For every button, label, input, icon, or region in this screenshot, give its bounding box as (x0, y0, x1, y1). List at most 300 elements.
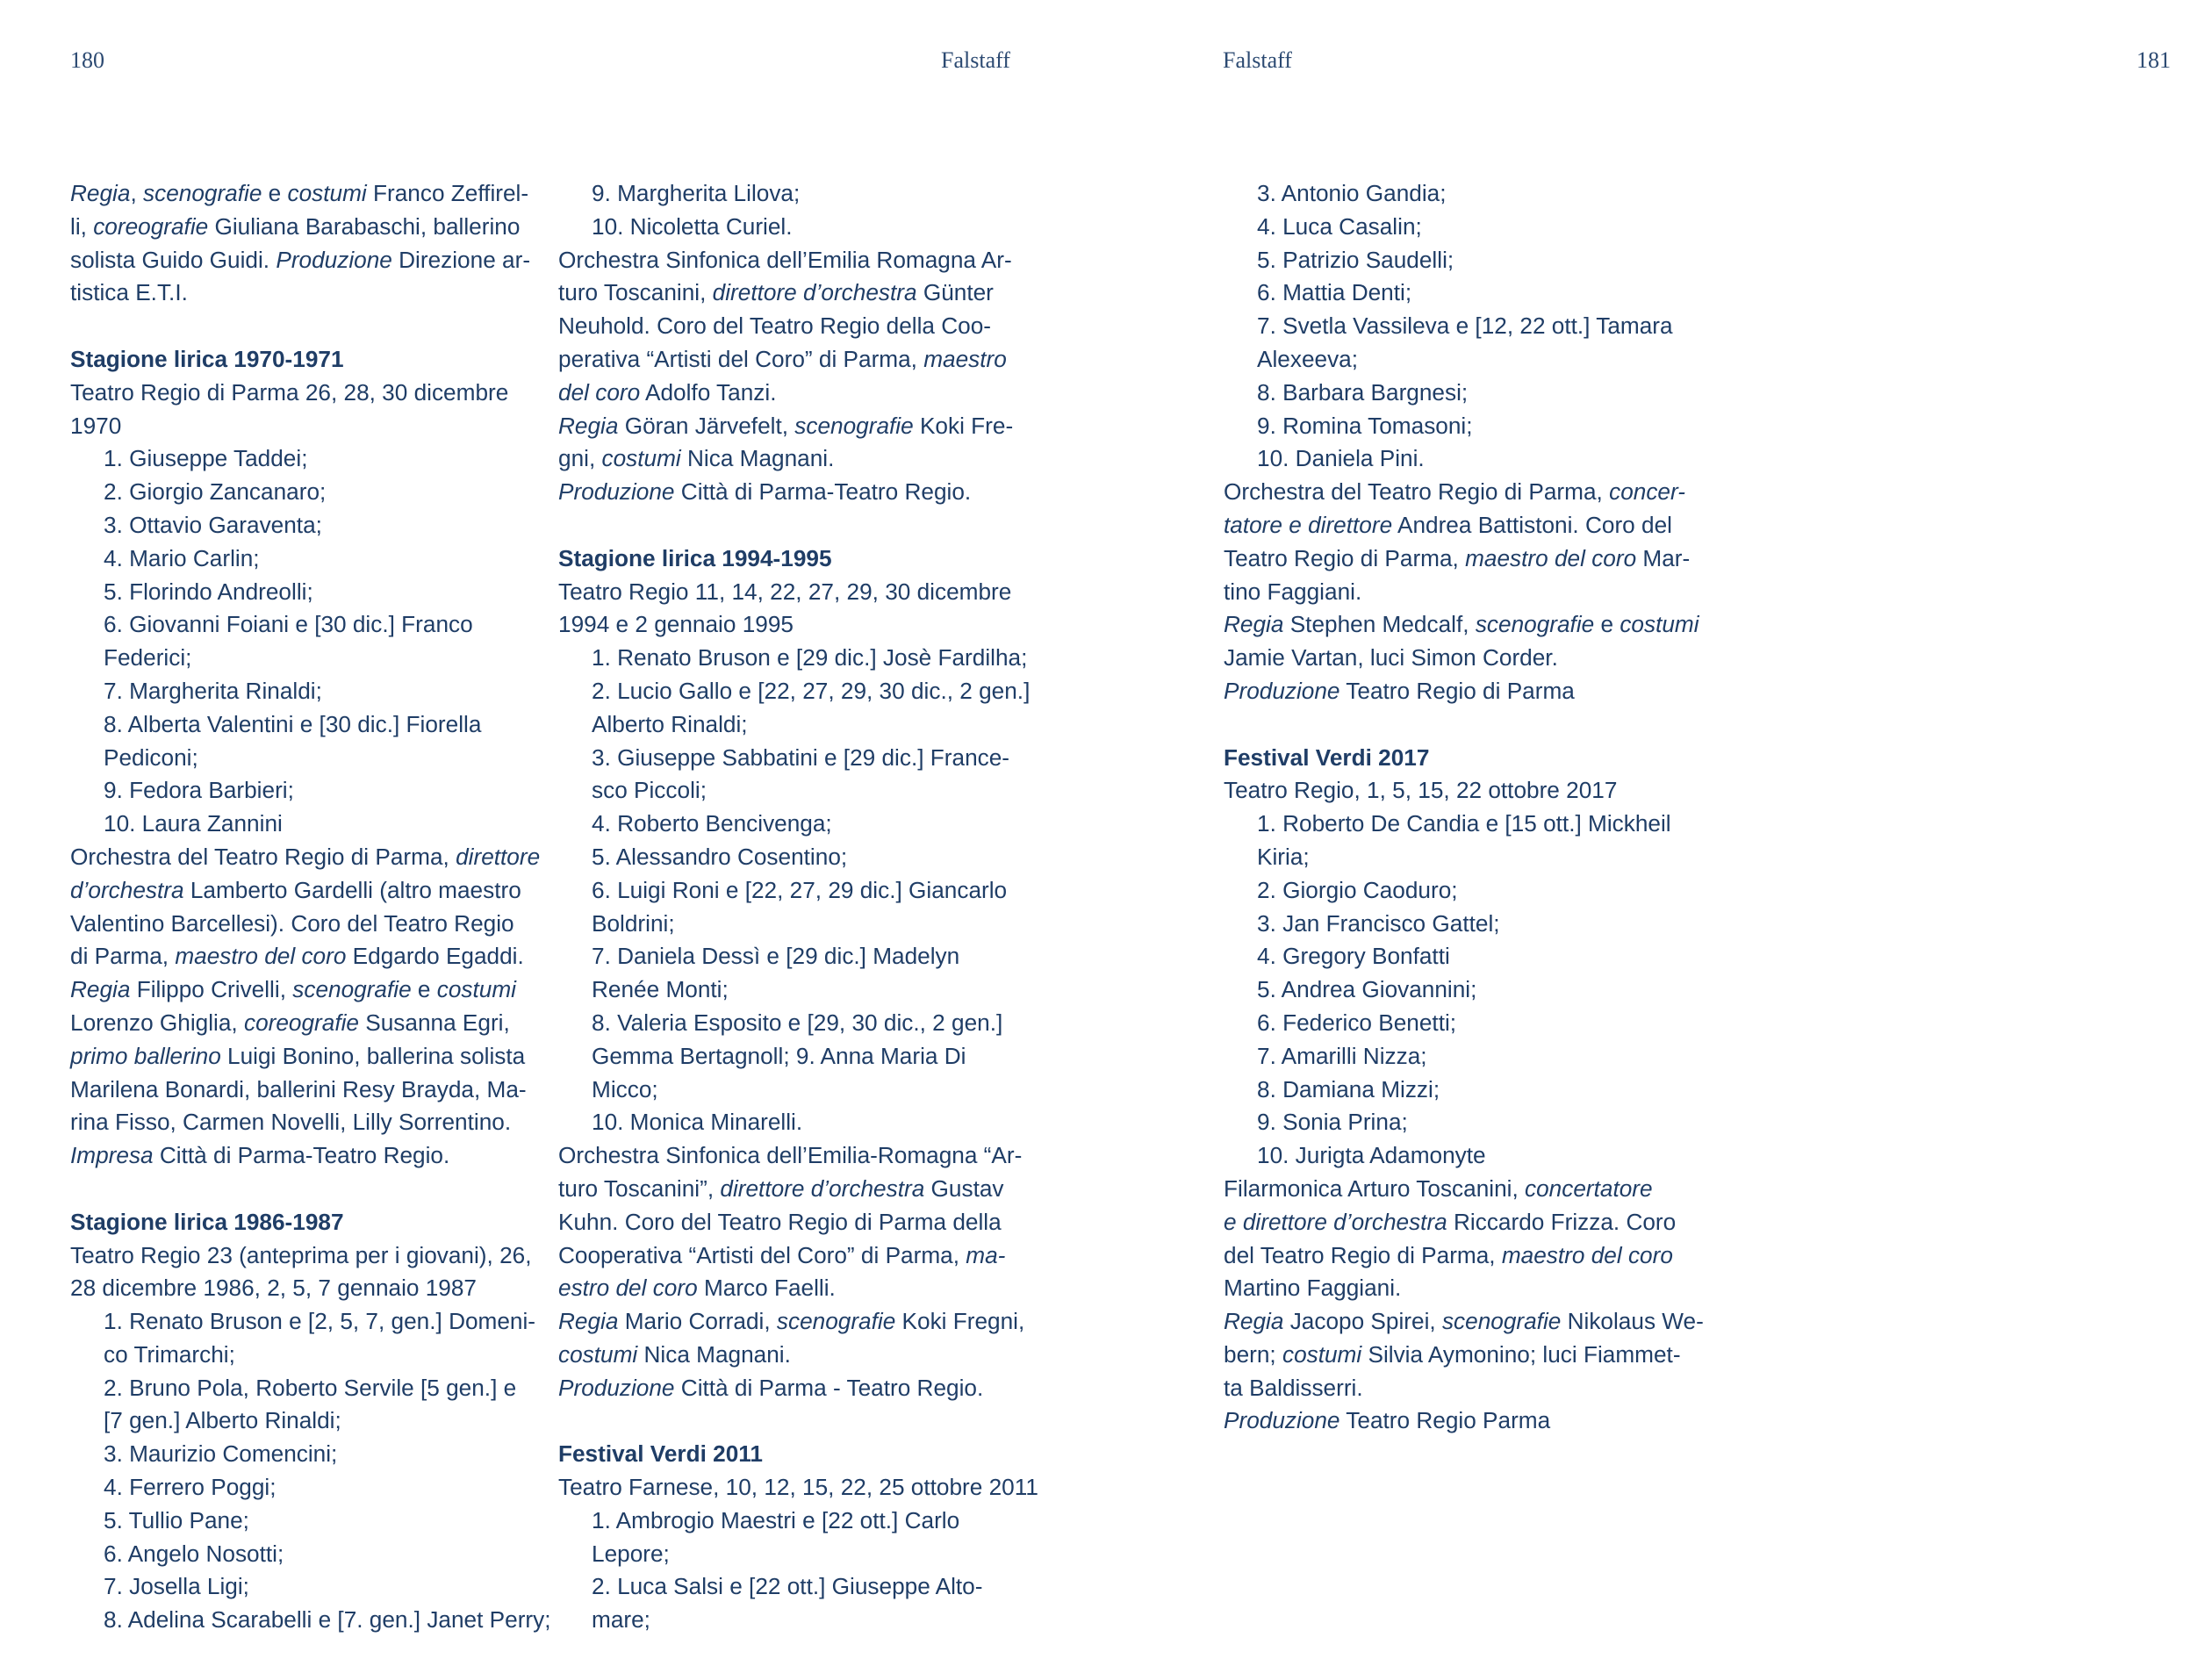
text-segment: 1. Giuseppe Taddei; (104, 445, 308, 472)
cast-list-item (70, 1339, 551, 1372)
italic-term: scenografie (776, 1308, 896, 1335)
italic-term: e direttore d’orchestra (1224, 1208, 1447, 1235)
right-running-title: Falstaff (1223, 47, 1292, 73)
text-segment: 9. Romina Tomasoni; (1257, 412, 1473, 439)
text-line (1224, 1372, 1704, 1405)
text-segment: 5. Andrea Giovannini; (1257, 976, 1477, 1003)
text-segment: Pediconi; (104, 743, 198, 771)
text-segment: Lorenzo Ghiglia, (70, 1009, 244, 1036)
italic-term: Produzione (1224, 677, 1340, 704)
text-segment: Silvia Aymonino; luci Fiammet- (1361, 1340, 1681, 1368)
text-segment: Renée Monti; (592, 976, 729, 1003)
text-segment: bern; (1224, 1340, 1282, 1368)
text-line (70, 1074, 551, 1107)
italic-term: scenografie (794, 412, 914, 439)
text-segment: 2. Luca Salsi e [22 ott.] Giuseppe Alto- (592, 1573, 983, 1600)
text-line (1224, 1339, 1704, 1372)
cast-list-item (1224, 442, 1704, 476)
text-segment: 8. Alberta Valentini e [30 dic.] Fiorella (104, 710, 482, 737)
cast-list-item (1224, 310, 1704, 343)
cast-list-item (558, 940, 1038, 973)
text-line (70, 244, 551, 277)
text-segment: 4. Mario Carlin; (104, 544, 260, 571)
text-segment: Mario Corradi, (618, 1308, 777, 1335)
text-line (70, 1272, 551, 1305)
text-segment: 1. Renato Bruson e [29 dic.] Josè Fardilha; (592, 644, 1028, 672)
text-segment: 7. Josella Ligi; (104, 1573, 249, 1600)
cast-list-item (70, 608, 551, 642)
text-segment: Teatro Regio di Parma (1339, 677, 1575, 704)
italic-term: primo ballerino (70, 1042, 221, 1069)
cast-list-item (1224, 177, 1704, 211)
text-segment: Kuhn. Coro del Teatro Regio di Parma della (558, 1208, 1002, 1235)
italic-term: scenografie (143, 180, 262, 206)
cast-list-item (558, 774, 1038, 808)
text-line (558, 1239, 1038, 1273)
text-segment: del Teatro Regio di Parma, (1224, 1241, 1502, 1268)
text-segment: Gemma Bertagnoll; 9. Anna Maria Di (592, 1042, 966, 1069)
italic-term: costumi (601, 445, 681, 472)
text-line (70, 908, 551, 941)
section-heading (70, 343, 551, 377)
text-segment: Jamie Vartan, luci Simon Corder. (1224, 644, 1558, 672)
italic-term: direttore (456, 843, 541, 870)
text-segment: Lepore; (592, 1540, 670, 1567)
cast-list-item (70, 1538, 551, 1571)
cast-list-item (70, 1372, 551, 1405)
cast-list-item (558, 1538, 1038, 1571)
text-segment: Orchestra del Teatro Regio di Parma, (70, 843, 456, 870)
text-segment: Nica Magnani. (637, 1340, 791, 1368)
cast-list-item (1224, 377, 1704, 410)
text-segment: Stagione lirica 1994-1995 (558, 544, 832, 571)
text-segment: Valentino Barcellesi). Coro del Teatro Regio (70, 909, 514, 937)
text-line (1224, 1173, 1704, 1206)
italic-term: coreografie (243, 1009, 359, 1036)
left-page-number: 180 (70, 47, 104, 73)
text-segment: Marco Faelli. (697, 1275, 836, 1302)
text-segment: Boldrini; (592, 909, 675, 937)
text-segment: Città di Parma - Teatro Regio. (674, 1374, 984, 1401)
text-segment: 5. Florindo Andreolli; (104, 578, 313, 605)
text-segment: di Parma, (70, 943, 176, 970)
text-segment: 1970 (70, 412, 122, 439)
text-segment: perativa “Artisti del Coro” di Parma, (558, 345, 924, 372)
section-heading (558, 1438, 1038, 1471)
italic-term: maestro del coro (1465, 544, 1637, 571)
cast-list-item (70, 1305, 551, 1339)
text-segment: 4. Gregory Bonfatti (1257, 943, 1450, 970)
text-segment: Mar- (1636, 544, 1691, 571)
text-segment: Franco Zeffirel- (366, 180, 529, 206)
text-segment: Micco; (592, 1075, 658, 1102)
cast-list-item (558, 841, 1038, 874)
text-segment: 10. Nicoletta Curiel. (592, 212, 793, 240)
cast-list-item (558, 1007, 1038, 1040)
italic-term: concertatore (1525, 1174, 1653, 1202)
text-segment: 8. Adelina Scarabelli e [7. gen.] Janet Perry; (104, 1606, 551, 1634)
text-segment: 3. Maurizio Comencini; (104, 1440, 338, 1468)
italic-term: Impresa (70, 1142, 154, 1169)
text-segment: Susanna Egri, (359, 1009, 510, 1036)
cast-list-item (558, 1040, 1038, 1074)
text-segment: Teatro Regio di Parma, (1224, 544, 1466, 571)
text-segment: Città di Parma-Teatro Regio. (674, 478, 972, 506)
italic-term: Regia (1224, 1308, 1284, 1335)
cast-list-item (70, 675, 551, 708)
text-segment: turo Toscanini, (558, 279, 713, 306)
text-segment: Luigi Bonino, ballerina solista (220, 1042, 526, 1069)
text-segment: 3. Antonio Gandia; (1257, 180, 1447, 206)
paragraph-gap (558, 1404, 1038, 1438)
cast-list-item (558, 1505, 1038, 1538)
text-segment: Günter (916, 279, 994, 306)
cast-list-item (70, 1471, 551, 1505)
text-segment: 1. Ambrogio Maestri e [22 ott.] Carlo (592, 1506, 960, 1533)
text-line (1224, 1206, 1704, 1239)
text-line (1224, 542, 1704, 576)
text-segment: 7. Amarilli Nizza; (1257, 1042, 1427, 1069)
text-segment: Federici; (104, 644, 192, 672)
text-line (1224, 509, 1704, 542)
cast-list-item (558, 742, 1038, 775)
text-segment: 28 dicembre 1986, 2, 5, 7 gennaio 1987 (70, 1275, 477, 1302)
text-segment: 8. Barbara Bargnesi; (1257, 378, 1469, 406)
text-segment: 9. Sonia Prina; (1257, 1109, 1408, 1136)
text-segment: Festival Verdi 2017 (1224, 743, 1430, 771)
cast-list-item (70, 1604, 551, 1637)
text-segment: Teatro Farnese, 10, 12, 15, 22, 25 ottobre 2011 (558, 1474, 1038, 1501)
text-segment: ta Baldisserri. (1224, 1374, 1363, 1401)
text-segment: Jacopo Spirei, (1283, 1308, 1442, 1335)
text-segment: 6. Federico Benetti; (1257, 1009, 1457, 1036)
text-segment: 8. Damiana Mizzi; (1257, 1075, 1440, 1102)
text-segment: [7 gen.] Alberto Rinaldi; (104, 1407, 341, 1434)
cast-list-item (1224, 343, 1704, 377)
text-segment: , (130, 180, 143, 206)
section-heading (70, 1206, 551, 1239)
cast-list-item (558, 642, 1038, 675)
right-page-number: 181 (2137, 47, 2171, 73)
text-segment: 7. Margherita Rinaldi; (104, 677, 322, 704)
text-line (70, 1007, 551, 1040)
text-line (1224, 1305, 1704, 1339)
italic-term: scenografie (292, 976, 412, 1003)
text-segment: Andrea Battistoni. Coro del (1392, 511, 1672, 538)
text-line (70, 410, 551, 443)
text-segment: Martino Faggiani. (1224, 1275, 1402, 1302)
text-segment: Filippo Crivelli, (130, 976, 293, 1003)
text-segment: 10. Monica Minarelli. (592, 1109, 803, 1136)
italic-term: maestro del coro (1501, 1241, 1673, 1268)
italic-term: tatore e direttore (1224, 511, 1393, 538)
text-segment: 4. Luca Casalin; (1257, 212, 1422, 240)
text-line (70, 940, 551, 973)
cast-list-item (70, 708, 551, 742)
text-line (558, 343, 1038, 377)
cast-list-item (70, 1404, 551, 1438)
text-line (70, 874, 551, 908)
text-segment: Neuhold. Coro del Teatro Regio della Coo- (558, 312, 992, 340)
cast-list-item (558, 675, 1038, 708)
text-segment: e (1594, 611, 1620, 638)
text-segment: 2. Lucio Gallo e [22, 27, 29, 30 dic., 2 gen.] (592, 677, 1031, 704)
italic-term: direttore d’orchestra (720, 1174, 925, 1202)
text-line (1224, 1272, 1704, 1305)
italic-term: costumi (1282, 1340, 1362, 1368)
text-line (558, 576, 1038, 609)
cast-list-item (70, 1570, 551, 1604)
italic-term: estro del coro (558, 1275, 698, 1302)
italic-term: d’orchestra (70, 876, 184, 903)
cast-list-item (1224, 1007, 1704, 1040)
text-segment: 1. Roberto De Candia e [15 ott.] Mickheil (1257, 810, 1671, 837)
text-segment: 10. Laura Zannini (104, 810, 283, 837)
italic-term: costumi (558, 1340, 638, 1368)
text-segment: Nica Magnani. (680, 445, 835, 472)
text-line (1224, 608, 1704, 642)
text-segment: 3. Ottavio Garaventa; (104, 511, 322, 538)
section-heading (558, 542, 1038, 576)
text-segment: Koki Fre- (913, 412, 1014, 439)
text-segment: 10. Daniela Pini. (1257, 445, 1425, 472)
text-line (558, 1471, 1038, 1505)
text-line (70, 276, 551, 310)
paragraph-gap (70, 1173, 551, 1206)
text-segment: 3. Jan Francisco Gattel; (1257, 909, 1500, 937)
text-line (1224, 1404, 1704, 1438)
paragraph-gap (70, 310, 551, 343)
text-segment: Orchestra del Teatro Regio di Parma, (1224, 478, 1610, 506)
italic-term: scenografie (1441, 1308, 1562, 1335)
text-segment: Riccardo Frizza. Coro (1447, 1208, 1677, 1235)
cast-list-item (70, 576, 551, 609)
text-line (70, 211, 551, 244)
cast-list-item (558, 908, 1038, 941)
text-line (558, 276, 1038, 310)
italic-term: costumi (287, 180, 367, 206)
cast-list-item (558, 1604, 1038, 1637)
text-line (70, 377, 551, 410)
italic-term: Produzione (1224, 1407, 1340, 1434)
cast-list-item (70, 808, 551, 841)
cast-list-item (558, 211, 1038, 244)
text-line (558, 310, 1038, 343)
text-line (1224, 642, 1704, 675)
cast-list-item (70, 774, 551, 808)
cast-list-item (1224, 1040, 1704, 1074)
text-segment: Gustav (924, 1174, 1004, 1202)
text-segment: 6. Luigi Roni e [22, 27, 29 dic.] Giancarlo (592, 876, 1008, 903)
text-segment: Festival Verdi 2011 (558, 1440, 763, 1468)
text-line (558, 1206, 1038, 1239)
text-segment: 7. Svetla Vassileva e [12, 22 ott.] Tamara (1257, 312, 1673, 340)
text-line (558, 1339, 1038, 1372)
text-segment: gni, (558, 445, 602, 472)
italic-term: Produzione (558, 478, 675, 506)
text-segment: Teatro Regio di Parma 26, 28, 30 dicembre (70, 378, 509, 406)
text-line (1224, 675, 1704, 708)
text-segment: solista Guido Guidi. (70, 246, 276, 273)
text-segment: 9. Margherita Lilova; (592, 180, 801, 206)
cast-list-item (70, 542, 551, 576)
cast-list-item (558, 973, 1038, 1007)
text-segment: 6. Angelo Nosotti; (104, 1540, 284, 1567)
cast-list-item (1224, 908, 1704, 941)
text-segment: 5. Patrizio Saudelli; (1257, 246, 1454, 273)
text-segment: Teatro Regio, 1, 5, 15, 22 ottobre 2017 (1224, 777, 1618, 804)
text-segment: Stagione lirica 1986-1987 (70, 1208, 344, 1235)
text-line (70, 177, 551, 211)
text-line (70, 973, 551, 1007)
text-segment: Giuliana Barabaschi, ballerino (208, 212, 521, 240)
text-column-3 (1224, 177, 1704, 1438)
text-segment: li, (70, 212, 94, 240)
text-segment: Kiria; (1257, 843, 1310, 870)
text-column-1 (70, 177, 551, 1637)
text-segment: 4. Roberto Bencivenga; (592, 810, 832, 837)
text-segment: Marilena Bonardi, ballerini Resy Brayda, Ma- (70, 1075, 527, 1102)
text-line (1224, 1239, 1704, 1273)
text-line (70, 1239, 551, 1273)
text-line (558, 410, 1038, 443)
text-segment: 4. Ferrero Poggi; (104, 1474, 276, 1501)
text-column-2 (558, 177, 1038, 1637)
text-segment: Teatro Regio 11, 14, 22, 27, 29, 30 dicembre (558, 578, 1012, 605)
text-segment: tino Faggiani. (1224, 578, 1362, 605)
text-segment: Stephen Medcalf, (1283, 611, 1476, 638)
italic-term: maestro (923, 345, 1007, 372)
text-line (1224, 576, 1704, 609)
cast-list-item (558, 1570, 1038, 1604)
italic-term: costumi (436, 976, 516, 1003)
cast-list-item (558, 874, 1038, 908)
text-segment: 10. Jurigta Adamonyte (1257, 1142, 1486, 1169)
text-segment: Alberto Rinaldi; (592, 710, 748, 737)
italic-term: direttore d’orchestra (712, 279, 917, 306)
text-line (558, 1272, 1038, 1305)
cast-list-item (1224, 276, 1704, 310)
text-line (70, 1106, 551, 1139)
text-line (558, 1372, 1038, 1405)
cast-list-item (70, 1438, 551, 1471)
text-segment: co Trimarchi; (104, 1340, 235, 1368)
cast-list-item (1224, 841, 1704, 874)
text-segment: Stagione lirica 1970-1971 (70, 345, 344, 372)
text-segment: 6. Mattia Denti; (1257, 279, 1412, 306)
text-line (558, 608, 1038, 642)
text-segment: 5. Tullio Pane; (104, 1506, 249, 1533)
italic-term: Produzione (276, 246, 392, 273)
cast-list-item (558, 708, 1038, 742)
text-segment: Nikolaus We- (1561, 1308, 1704, 1335)
text-segment: tistica E.T.I. (70, 279, 188, 306)
text-line (558, 442, 1038, 476)
cast-list-item (1224, 211, 1704, 244)
text-segment: Orchestra Sinfonica dell’Emilia-Romagna “Ar- (558, 1142, 1023, 1169)
text-segment: Edgardo Egaddi. (346, 943, 524, 970)
text-segment: 2. Giorgio Caoduro; (1257, 876, 1458, 903)
text-segment: e (411, 976, 437, 1003)
italic-term: maestro del coro (175, 943, 347, 970)
cast-list-item (70, 1505, 551, 1538)
text-segment: Direzione ar- (391, 246, 531, 273)
cast-list-item (1224, 410, 1704, 443)
italic-term: Regia (1224, 611, 1284, 638)
text-segment: sco Piccoli; (592, 777, 707, 804)
italic-term: Regia (558, 1308, 619, 1335)
text-segment: Filarmonica Arturo Toscanini, (1224, 1174, 1526, 1202)
cast-list-item (1224, 973, 1704, 1007)
text-line (558, 1305, 1038, 1339)
cast-list-item (558, 1106, 1038, 1139)
text-line (70, 841, 551, 874)
cast-list-item (1224, 1106, 1704, 1139)
text-segment: 7. Daniela Dessì e [29 dic.] Madelyn (592, 943, 960, 970)
text-line (558, 377, 1038, 410)
text-line (558, 476, 1038, 509)
text-segment: rina Fisso, Carmen Novelli, Lilly Sorrentino. (70, 1109, 512, 1136)
italic-term: Regia (558, 412, 619, 439)
text-segment: Teatro Regio 23 (anteprima per i giovani), 26, (70, 1241, 532, 1268)
text-segment: Koki Fregni, (895, 1308, 1025, 1335)
text-line (558, 244, 1038, 277)
italic-term: Produzione (558, 1374, 675, 1401)
text-segment: 9. Fedora Barbieri; (104, 777, 294, 804)
text-segment: Orchestra Sinfonica dell’Emilia Romagna Ar- (558, 246, 1012, 273)
italic-term: del coro (558, 378, 641, 406)
text-segment: Alexeeva; (1257, 345, 1359, 372)
cast-list-item (1224, 808, 1704, 841)
paragraph-gap (558, 509, 1038, 542)
text-segment: 3. Giuseppe Sabbatini e [29 dic.] France- (592, 743, 1010, 771)
cast-list-item (558, 1074, 1038, 1107)
text-line (558, 1139, 1038, 1173)
italic-term: ma- (966, 1241, 1006, 1268)
text-segment: mare; (592, 1606, 650, 1634)
text-line (1224, 774, 1704, 808)
text-segment: e (262, 180, 288, 206)
text-segment: Città di Parma-Teatro Regio. (153, 1142, 450, 1169)
text-segment: 8. Valeria Esposito e [29, 30 dic., 2 gen.] (592, 1009, 1003, 1036)
cast-list-item (70, 509, 551, 542)
text-line (70, 1040, 551, 1074)
cast-list-item (70, 476, 551, 509)
cast-list-item (70, 442, 551, 476)
cast-list-item (558, 177, 1038, 211)
italic-term: costumi (1620, 611, 1699, 638)
text-segment: 5. Alessandro Cosentino; (592, 843, 848, 870)
text-line (1224, 476, 1704, 509)
cast-list-item (1224, 940, 1704, 973)
paragraph-gap (1224, 708, 1704, 742)
text-segment: Cooperativa “Artisti del Coro” di Parma, (558, 1241, 966, 1268)
section-heading (1224, 742, 1704, 775)
text-segment: Lamberto Gardelli (altro maestro (183, 876, 521, 903)
cast-list-item (70, 742, 551, 775)
text-segment: 6. Giovanni Foiani e [30 dic.] Franco (104, 611, 473, 638)
italic-term: scenografie (1475, 611, 1595, 638)
text-segment: 1994 e 2 gennaio 1995 (558, 611, 794, 638)
text-segment: Göran Järvefelt, (618, 412, 795, 439)
text-segment: 2. Giorgio Zancanaro; (104, 478, 327, 506)
cast-list-item (558, 808, 1038, 841)
italic-term: Regia (70, 180, 131, 206)
cast-list-item (1224, 874, 1704, 908)
italic-term: coreografie (93, 212, 209, 240)
text-line (558, 1173, 1038, 1206)
text-segment: Adolfo Tanzi. (640, 378, 777, 406)
